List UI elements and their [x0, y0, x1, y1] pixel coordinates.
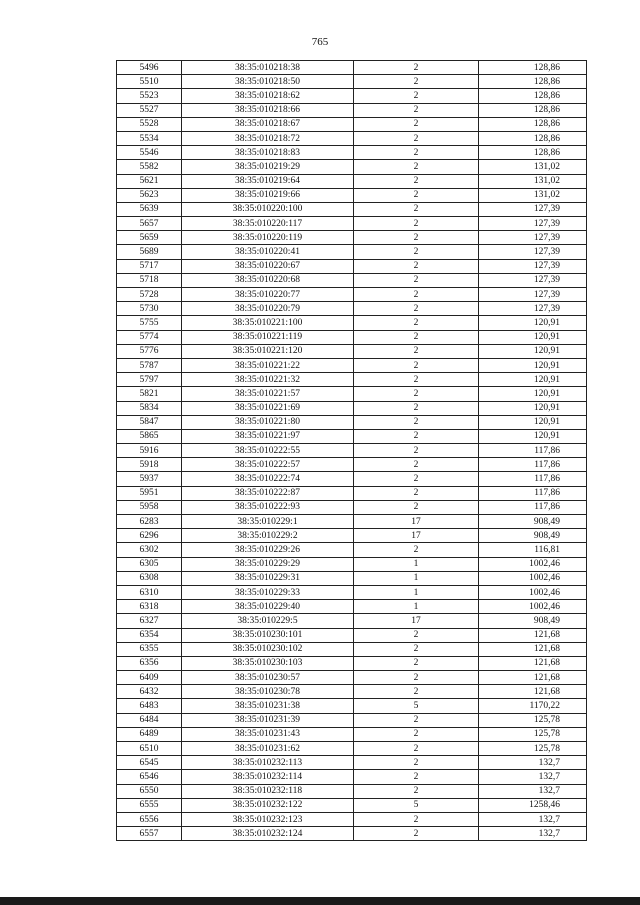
- value-cell: 128,86: [479, 89, 587, 103]
- value-cell: 117,86: [479, 472, 587, 486]
- value-cell: 117,86: [479, 444, 587, 458]
- value-cell: 120,91: [479, 415, 587, 429]
- table-row: [117, 401, 587, 415]
- value-cell: 128,86: [479, 103, 587, 117]
- row-number-cell: 5659: [117, 231, 182, 245]
- cadastral-number-cell: 38:35:010230:78: [182, 685, 354, 699]
- cadastral-number-cell: 38:35:010222:93: [182, 500, 354, 514]
- count-cell: 2: [354, 642, 479, 656]
- row-number-cell: 5639: [117, 202, 182, 216]
- table-row: [117, 458, 587, 472]
- row-number-cell: 6557: [117, 827, 182, 841]
- row-number-cell: 6555: [117, 798, 182, 812]
- count-cell: 2: [354, 245, 479, 259]
- table-row: [117, 515, 587, 529]
- row-number-cell: 5755: [117, 316, 182, 330]
- count-cell: 2: [354, 302, 479, 316]
- count-cell: 2: [354, 188, 479, 202]
- count-cell: 2: [354, 486, 479, 500]
- table-row: [117, 756, 587, 770]
- value-cell: 125,78: [479, 713, 587, 727]
- cadastral-number-cell: 38:35:010219:29: [182, 160, 354, 174]
- row-number-cell: 6550: [117, 784, 182, 798]
- row-number-cell: 6484: [117, 713, 182, 727]
- value-cell: 127,39: [479, 217, 587, 231]
- value-cell: 908,49: [479, 529, 587, 543]
- row-number-cell: 5621: [117, 174, 182, 188]
- cadastral-number-cell: 38:35:010218:38: [182, 61, 354, 75]
- count-cell: 2: [354, 316, 479, 330]
- row-number-cell: 6510: [117, 742, 182, 756]
- row-number-cell: 5787: [117, 358, 182, 372]
- cadastral-number-cell: 38:35:010229:26: [182, 543, 354, 557]
- cadastral-number-cell: 38:35:010221:57: [182, 387, 354, 401]
- table-row: [117, 259, 587, 273]
- table-row: [117, 812, 587, 826]
- row-number-cell: 6305: [117, 557, 182, 571]
- value-cell: 120,91: [479, 316, 587, 330]
- table-row: [117, 344, 587, 358]
- value-cell: 132,7: [479, 812, 587, 826]
- cadastral-number-cell: 38:35:010232:122: [182, 798, 354, 812]
- cadastral-number-cell: 38:35:010220:77: [182, 288, 354, 302]
- count-cell: 2: [354, 671, 479, 685]
- table-row: [117, 727, 587, 741]
- table-row: [117, 671, 587, 685]
- count-cell: 2: [354, 373, 479, 387]
- value-cell: 1002,46: [479, 571, 587, 585]
- row-number-cell: 5847: [117, 415, 182, 429]
- row-number-cell: 5834: [117, 401, 182, 415]
- cadastral-number-cell: 38:35:010218:83: [182, 146, 354, 160]
- value-cell: 121,68: [479, 642, 587, 656]
- table-row: [117, 827, 587, 841]
- count-cell: 2: [354, 812, 479, 826]
- count-cell: 1: [354, 557, 479, 571]
- cadastral-number-cell: 38:35:010232:113: [182, 756, 354, 770]
- cadastral-number-cell: 38:35:010219:64: [182, 174, 354, 188]
- table-row: [117, 316, 587, 330]
- row-number-cell: 6308: [117, 571, 182, 585]
- table-row: [117, 387, 587, 401]
- table-row: [117, 486, 587, 500]
- cadastral-number-cell: 38:35:010220:41: [182, 245, 354, 259]
- value-cell: 117,86: [479, 486, 587, 500]
- count-cell: 2: [354, 131, 479, 145]
- row-number-cell: 6545: [117, 756, 182, 770]
- table-row: [117, 174, 587, 188]
- cadastral-number-cell: 38:35:010229:40: [182, 600, 354, 614]
- value-cell: 120,91: [479, 401, 587, 415]
- value-cell: 127,39: [479, 245, 587, 259]
- row-number-cell: 6409: [117, 671, 182, 685]
- table-row: [117, 784, 587, 798]
- cadastral-number-cell: 38:35:010231:39: [182, 713, 354, 727]
- row-number-cell: 5916: [117, 444, 182, 458]
- row-number-cell: 5623: [117, 188, 182, 202]
- cadastral-number-cell: 38:35:010221:22: [182, 358, 354, 372]
- table-row: [117, 444, 587, 458]
- count-cell: 2: [354, 387, 479, 401]
- row-number-cell: 5527: [117, 103, 182, 117]
- count-cell: 2: [354, 344, 479, 358]
- value-cell: 128,86: [479, 146, 587, 160]
- cadastral-number-cell: 38:35:010220:100: [182, 202, 354, 216]
- table-row: [117, 642, 587, 656]
- cadastral-number-cell: 38:35:010222:57: [182, 458, 354, 472]
- scan-bottom-edge: [0, 897, 640, 905]
- row-number-cell: 5582: [117, 160, 182, 174]
- count-cell: 17: [354, 614, 479, 628]
- table-row: [117, 146, 587, 160]
- cadastral-number-cell: 38:35:010230:57: [182, 671, 354, 685]
- cadastral-number-cell: 38:35:010218:66: [182, 103, 354, 117]
- value-cell: 1170,22: [479, 699, 587, 713]
- value-cell: 120,91: [479, 358, 587, 372]
- cadastral-number-cell: 38:35:010232:114: [182, 770, 354, 784]
- value-cell: 128,86: [479, 117, 587, 131]
- count-cell: 5: [354, 699, 479, 713]
- row-number-cell: 5717: [117, 259, 182, 273]
- cadastral-number-cell: 38:35:010231:62: [182, 742, 354, 756]
- value-cell: 127,39: [479, 202, 587, 216]
- value-cell: 120,91: [479, 344, 587, 358]
- cadastral-number-cell: 38:35:010230:101: [182, 628, 354, 642]
- count-cell: 2: [354, 117, 479, 131]
- count-cell: 2: [354, 458, 479, 472]
- value-cell: 131,02: [479, 160, 587, 174]
- count-cell: 17: [354, 529, 479, 543]
- row-number-cell: 6432: [117, 685, 182, 699]
- value-cell: 908,49: [479, 515, 587, 529]
- count-cell: 2: [354, 174, 479, 188]
- table-row: [117, 614, 587, 628]
- cadastral-number-cell: 38:35:010222:87: [182, 486, 354, 500]
- row-number-cell: 6296: [117, 529, 182, 543]
- cadastral-number-cell: 38:35:010221:100: [182, 316, 354, 330]
- value-cell: 1002,46: [479, 557, 587, 571]
- table-row: [117, 131, 587, 145]
- table-row: [117, 742, 587, 756]
- table-row: [117, 302, 587, 316]
- cadastral-number-cell: 38:35:010218:50: [182, 75, 354, 89]
- count-cell: 2: [354, 273, 479, 287]
- value-cell: 117,86: [479, 458, 587, 472]
- count-cell: 2: [354, 429, 479, 443]
- cadastral-number-cell: 38:35:010222:55: [182, 444, 354, 458]
- value-cell: 121,68: [479, 671, 587, 685]
- cadastral-number-cell: 38:35:010230:103: [182, 656, 354, 670]
- table-row: [117, 231, 587, 245]
- cadastral-number-cell: 38:35:010222:74: [182, 472, 354, 486]
- table-row: [117, 656, 587, 670]
- table-row: [117, 117, 587, 131]
- value-cell: 121,68: [479, 656, 587, 670]
- cadastral-number-cell: 38:35:010219:66: [182, 188, 354, 202]
- cadastral-number-cell: 38:35:010221:69: [182, 401, 354, 415]
- count-cell: 2: [354, 75, 479, 89]
- count-cell: 2: [354, 103, 479, 117]
- table-body: [117, 61, 587, 841]
- value-cell: 131,02: [479, 174, 587, 188]
- count-cell: 2: [354, 628, 479, 642]
- cadastral-number-cell: 38:35:010229:2: [182, 529, 354, 543]
- cadastral-number-cell: 38:35:010220:68: [182, 273, 354, 287]
- count-cell: 2: [354, 656, 479, 670]
- cadastral-number-cell: 38:35:010229:33: [182, 585, 354, 599]
- count-cell: 2: [354, 500, 479, 514]
- row-number-cell: 6318: [117, 600, 182, 614]
- count-cell: 2: [354, 217, 479, 231]
- value-cell: 1002,46: [479, 585, 587, 599]
- row-number-cell: 5918: [117, 458, 182, 472]
- table-row: [117, 628, 587, 642]
- value-cell: 128,86: [479, 75, 587, 89]
- count-cell: 2: [354, 202, 479, 216]
- value-cell: 116,81: [479, 543, 587, 557]
- row-number-cell: 5821: [117, 387, 182, 401]
- value-cell: 127,39: [479, 231, 587, 245]
- row-number-cell: 6355: [117, 642, 182, 656]
- count-cell: 2: [354, 160, 479, 174]
- value-cell: 1002,46: [479, 600, 587, 614]
- count-cell: 2: [354, 146, 479, 160]
- row-number-cell: 5510: [117, 75, 182, 89]
- value-cell: 117,86: [479, 500, 587, 514]
- cadastral-number-cell: 38:35:010221:120: [182, 344, 354, 358]
- row-number-cell: 6556: [117, 812, 182, 826]
- value-cell: 125,78: [479, 727, 587, 741]
- table-row: [117, 543, 587, 557]
- table-row: [117, 330, 587, 344]
- cadastral-number-cell: 38:35:010221:32: [182, 373, 354, 387]
- value-cell: 121,68: [479, 628, 587, 642]
- count-cell: 2: [354, 288, 479, 302]
- cadastral-number-cell: 38:35:010232:124: [182, 827, 354, 841]
- row-number-cell: 6483: [117, 699, 182, 713]
- count-cell: 2: [354, 231, 479, 245]
- value-cell: 120,91: [479, 429, 587, 443]
- cadastral-number-cell: 38:35:010220:117: [182, 217, 354, 231]
- count-cell: 2: [354, 444, 479, 458]
- cadastral-number-cell: 38:35:010230:102: [182, 642, 354, 656]
- value-cell: 128,86: [479, 131, 587, 145]
- value-cell: 127,39: [479, 288, 587, 302]
- count-cell: 2: [354, 784, 479, 798]
- row-number-cell: 5730: [117, 302, 182, 316]
- count-cell: 2: [354, 727, 479, 741]
- count-cell: 2: [354, 827, 479, 841]
- table-row: [117, 770, 587, 784]
- row-number-cell: 6302: [117, 543, 182, 557]
- table-row: [117, 429, 587, 443]
- table-row: [117, 529, 587, 543]
- row-number-cell: 5728: [117, 288, 182, 302]
- table-row: [117, 571, 587, 585]
- count-cell: 2: [354, 472, 479, 486]
- row-number-cell: 6283: [117, 515, 182, 529]
- cadastral-number-cell: 38:35:010229:31: [182, 571, 354, 585]
- cadastral-number-cell: 38:35:010229:1: [182, 515, 354, 529]
- value-cell: 120,91: [479, 330, 587, 344]
- table-row: [117, 217, 587, 231]
- cadastral-number-cell: 38:35:010220:119: [182, 231, 354, 245]
- page-number: 765: [311, 36, 329, 48]
- row-number-cell: 6489: [117, 727, 182, 741]
- cadastral-number-cell: 38:35:010229:29: [182, 557, 354, 571]
- count-cell: 2: [354, 61, 479, 75]
- value-cell: 908,49: [479, 614, 587, 628]
- value-cell: 127,39: [479, 273, 587, 287]
- value-cell: 120,91: [479, 373, 587, 387]
- row-number-cell: 5657: [117, 217, 182, 231]
- table-row: [117, 585, 587, 599]
- count-cell: 2: [354, 89, 479, 103]
- table-row: [117, 160, 587, 174]
- row-number-cell: 5958: [117, 500, 182, 514]
- row-number-cell: 6356: [117, 656, 182, 670]
- count-cell: 2: [354, 742, 479, 756]
- table-row: [117, 699, 587, 713]
- row-number-cell: 5774: [117, 330, 182, 344]
- table-row: [117, 600, 587, 614]
- table-row: [117, 103, 587, 117]
- value-cell: 132,7: [479, 756, 587, 770]
- table-row: [117, 89, 587, 103]
- value-cell: 131,02: [479, 188, 587, 202]
- count-cell: 2: [354, 770, 479, 784]
- table-row: [117, 798, 587, 812]
- table-row: [117, 713, 587, 727]
- row-number-cell: 6546: [117, 770, 182, 784]
- row-number-cell: 5534: [117, 131, 182, 145]
- table-row: [117, 557, 587, 571]
- row-number-cell: 5937: [117, 472, 182, 486]
- row-number-cell: 5528: [117, 117, 182, 131]
- count-cell: 2: [354, 543, 479, 557]
- row-number-cell: 5951: [117, 486, 182, 500]
- cadastral-number-cell: 38:35:010218:67: [182, 117, 354, 131]
- value-cell: 1258,46: [479, 798, 587, 812]
- table-row: [117, 415, 587, 429]
- count-cell: 2: [354, 685, 479, 699]
- count-cell: 1: [354, 600, 479, 614]
- table-row: [117, 245, 587, 259]
- table-row: [117, 500, 587, 514]
- count-cell: 2: [354, 713, 479, 727]
- cadastral-number-cell: 38:35:010221:80: [182, 415, 354, 429]
- row-number-cell: 6310: [117, 585, 182, 599]
- count-cell: 17: [354, 515, 479, 529]
- cadastral-number-cell: 38:35:010231:43: [182, 727, 354, 741]
- cadastral-number-cell: 38:35:010231:38: [182, 699, 354, 713]
- row-number-cell: 5797: [117, 373, 182, 387]
- cadastral-number-cell: 38:35:010218:62: [182, 89, 354, 103]
- value-cell: 120,91: [479, 387, 587, 401]
- cadastral-number-cell: 38:35:010232:123: [182, 812, 354, 826]
- cadastral-number-cell: 38:35:010229:5: [182, 614, 354, 628]
- table-row: [117, 61, 587, 75]
- count-cell: 2: [354, 756, 479, 770]
- row-number-cell: 5689: [117, 245, 182, 259]
- value-cell: 121,68: [479, 685, 587, 699]
- value-cell: 125,78: [479, 742, 587, 756]
- table-row: [117, 472, 587, 486]
- count-cell: 2: [354, 358, 479, 372]
- table-row: [117, 75, 587, 89]
- cadastral-number-cell: 38:35:010220:79: [182, 302, 354, 316]
- row-number-cell: 5865: [117, 429, 182, 443]
- table-row: [117, 373, 587, 387]
- count-cell: 2: [354, 330, 479, 344]
- table-row: [117, 288, 587, 302]
- cadastral-table: [116, 60, 587, 841]
- count-cell: 2: [354, 401, 479, 415]
- count-cell: 1: [354, 571, 479, 585]
- count-cell: 5: [354, 798, 479, 812]
- table-row: [117, 188, 587, 202]
- cadastral-number-cell: 38:35:010220:67: [182, 259, 354, 273]
- value-cell: 132,7: [479, 770, 587, 784]
- cadastral-number-cell: 38:35:010221:119: [182, 330, 354, 344]
- table-row: [117, 358, 587, 372]
- value-cell: 127,39: [479, 259, 587, 273]
- cadastral-number-cell: 38:35:010218:72: [182, 131, 354, 145]
- row-number-cell: 5776: [117, 344, 182, 358]
- table-row: [117, 273, 587, 287]
- value-cell: 132,7: [479, 784, 587, 798]
- row-number-cell: 6327: [117, 614, 182, 628]
- table-row: [117, 685, 587, 699]
- row-number-cell: 5546: [117, 146, 182, 160]
- count-cell: 1: [354, 585, 479, 599]
- count-cell: 2: [354, 259, 479, 273]
- count-cell: 2: [354, 415, 479, 429]
- cadastral-number-cell: 38:35:010232:118: [182, 784, 354, 798]
- table-row: [117, 202, 587, 216]
- cadastral-number-cell: 38:35:010221:97: [182, 429, 354, 443]
- value-cell: 132,7: [479, 827, 587, 841]
- value-cell: 128,86: [479, 61, 587, 75]
- row-number-cell: 5496: [117, 61, 182, 75]
- row-number-cell: 5718: [117, 273, 182, 287]
- row-number-cell: 6354: [117, 628, 182, 642]
- row-number-cell: 5523: [117, 89, 182, 103]
- value-cell: 127,39: [479, 302, 587, 316]
